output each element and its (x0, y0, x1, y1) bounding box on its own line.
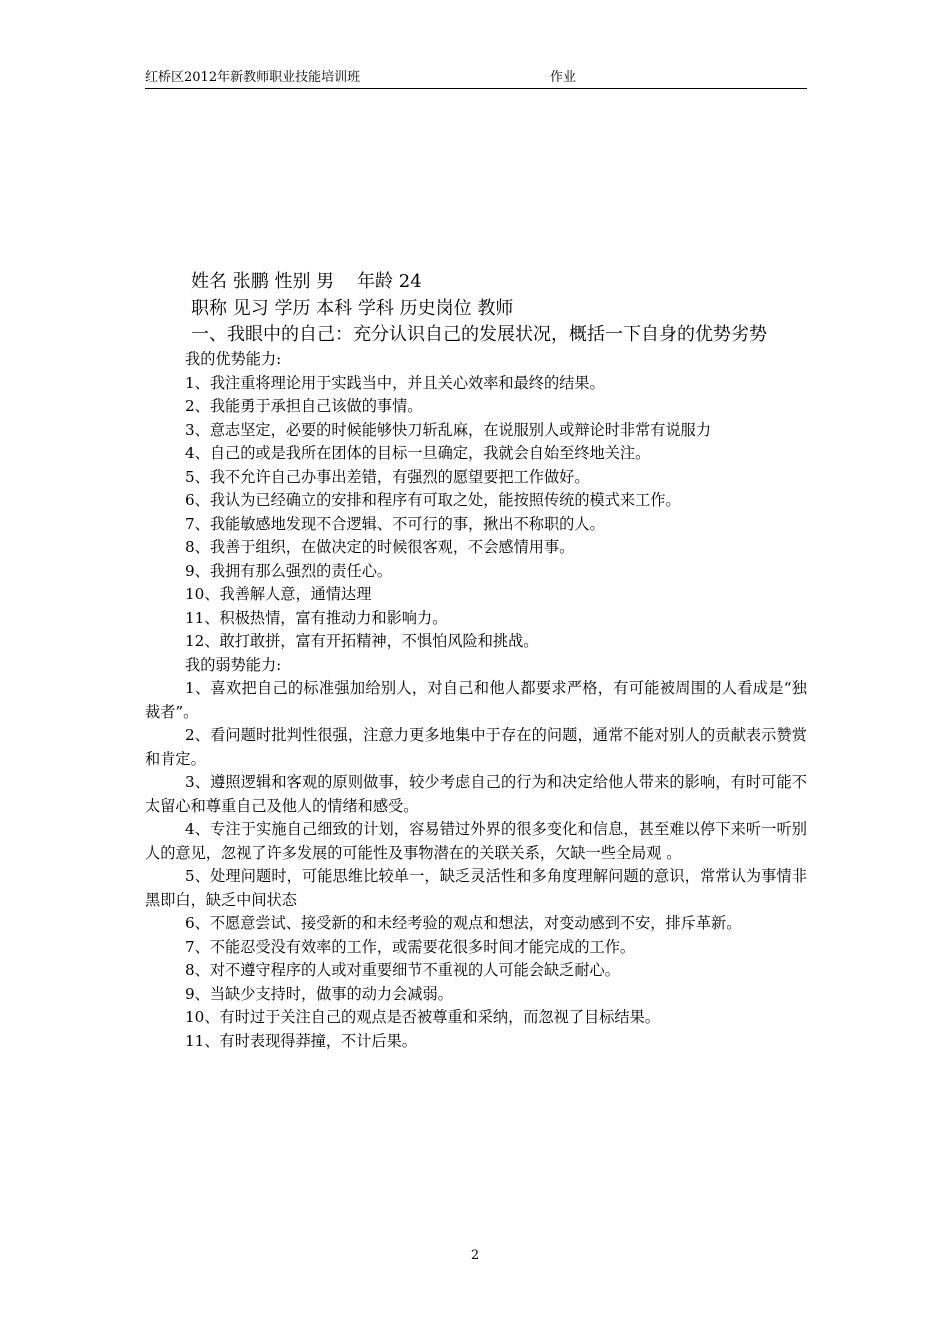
list-item: 5、处理问题时，可能思维比较单一，缺乏灵活性和多角度理解问题的意识，常常认为事情非黑即白，缺乏中间状态 (145, 867, 807, 909)
list-item: 11、积极热情，富有推动力和影响力。 (185, 608, 448, 627)
list-item: 6、我认为已经确立的安排和程序有可取之处，能按照传统的模式来工作。 (185, 491, 681, 509)
strengths-heading: 我的优势能力: (185, 350, 282, 368)
list-item: 4、专注于实施自己细致的计划，容易错过外界的很多变化和信息，甚至难以停下来听一听别人的意见，忽视了许多发展的可能性及事物潜在的关联关系，欠缺一些全局观 。 (145, 820, 807, 862)
list-item: 2、我能勇于承担自己该做的事情。 (185, 397, 423, 415)
list-item: 3、遵照逻辑和客观的原则做事，较少考虑自己的行为和决定给他人带来的影响，有时可能不太留心和尊重自己及他人的情绪和感受。 (145, 773, 807, 815)
list-item: 3、意志坚定，必要的时候能够快刀斩乱麻，在说服别人或辩论时非常有说服力 (185, 420, 712, 439)
list-item: 10、我善解人意，通情达理 (185, 585, 372, 603)
list-item: 8、我善于组织，在做决定的时候很客观，不会感情用事。 (185, 538, 575, 556)
document-body (145, 268, 807, 1053)
list-item: 10、有时过于关注自己的观点是否被尊重和采纳，而忽视了目标结果。 (185, 1008, 660, 1026)
list-item: 7、我能敏感地发现不合逻辑、不可行的事，揪出不称职的人。 (185, 514, 605, 533)
header-center-text: 作业 (550, 70, 577, 85)
section-title: 一、我眼中的自己：充分认识自己的发展状况，概括一下自身的优势劣势 (191, 324, 767, 345)
list-item: 2、看问题时批判性很强，注意力更多地集中于存在的问题，通常不能对别人的贡献表示赞赏和肯定。 (145, 726, 807, 768)
header-left-text: 红桥区2012年新教师职业技能培训班 (145, 70, 361, 85)
page-number: 2 (470, 1248, 480, 1263)
info-line-personal: 姓名 张鹏 性别 男 年龄 24 (191, 271, 422, 292)
list-item: 5、我不允许自己办事出差错，有强烈的愿望要把工作做好。 (185, 467, 590, 486)
list-item: 1、我注重将理论用于实践当中，并且关心效率和最终的结果。 (185, 373, 605, 392)
list-item: 4、自己的或是我所在团体的目标一旦确定，我就会自始至终地关注。 (185, 444, 651, 462)
list-item: 9、我拥有那么强烈的责任心。 (185, 561, 393, 580)
list-item: 7、不能忍受没有效率的工作，或需要花很多时间才能完成的工作。 (185, 937, 636, 956)
list-item: 6、不愿意尝试、接受新的和未经考验的观点和想法，对变动感到不安，排斥革新。 (185, 914, 742, 932)
list-item: 11、有时表现得莽撞，不计后果。 (185, 1031, 417, 1050)
list-item: 12、敢打敢拼，富有开拓精神，不惧怕风险和挑战。 (185, 632, 539, 650)
list-item: 9、当缺少支持时，做事的动力会减弱。 (185, 984, 453, 1003)
weaknesses-heading: 我的弱势能力: (185, 655, 282, 674)
info-line-profession: 职称 见习 学历 本科 学科 历史岗位 教师 (191, 298, 514, 319)
list-item: 8、对不遵守程序的人或对重要细节不重视的人可能会缺乏耐心。 (185, 961, 620, 979)
page-header (145, 62, 807, 89)
list-item: 1、喜欢把自己的标准强加给别人，对自己和他人都要求严格，有可能被周围的人看成是“独裁者”。 (145, 679, 807, 721)
